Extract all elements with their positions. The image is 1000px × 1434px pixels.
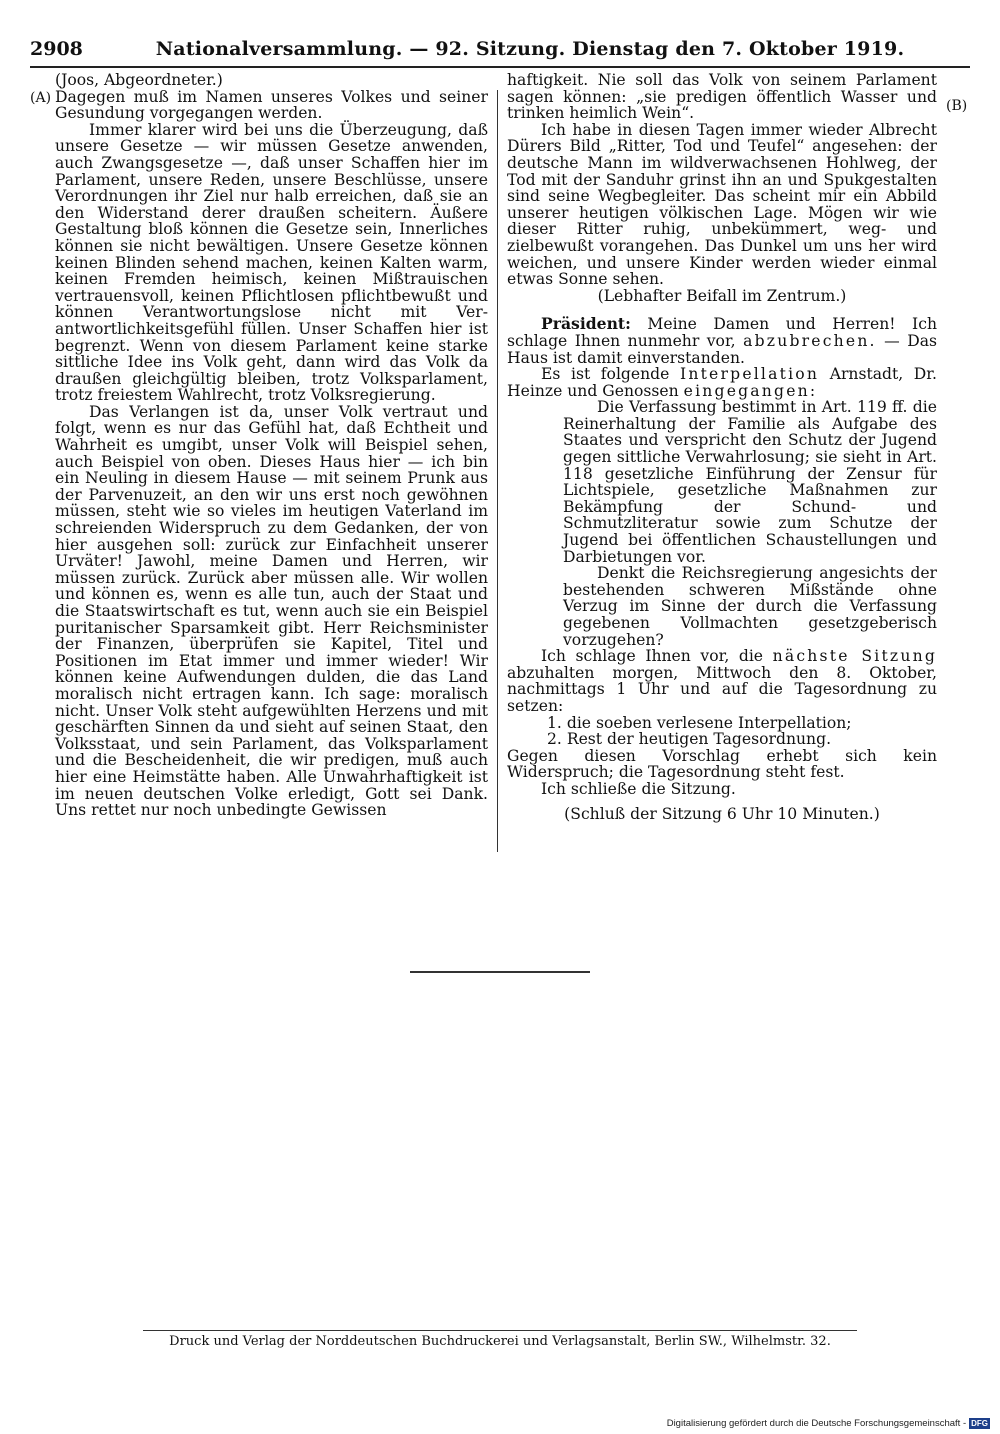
continuation-paragraph: haftigkeit. Nie soll das Volk von seinem Parlament sagen können: „sie predigen öffentlich Wasser und trinken heimlich Wein“. (507, 71, 937, 123)
header-rule (30, 66, 970, 68)
margin-mark-b: (B) (946, 98, 968, 114)
next-session-after: abzuhalten morgen, Mittwoch den 8. Oktober, nachmittags 1 Uhr und auf die Tagesordnung zu setzen: (507, 663, 937, 715)
left-paragraph-2: Immer klarer wird bei uns die Überzeugung, daß unsere Gesetze — wir müssen Gesetze anwenden, auch Zwangsgesetze —, daß unser Schaffen hier im Parlament, unsere Reden, unsere Beschlüsse, unsere Verordnungen ihr Ziel nur halb erreichen, daß sie an den Widerstand derer draußen scheitern. Äußere Gestaltung bloß können die Gesetze sein, Innerliches können sie nicht bewältigen. Unsere Gesetze können keinen Blinden sehend machen, keinen Kalten warm, keinen Fremden heimisch, keinen Mißtrauischen vertrauensvoll, keinen Pflichtlosen pflichtbewußt und können Verantwortungslose nicht mit Verantwortlichkeitsgefühl füllen. Unser Schaffen hier ist begrenzt. Wenn von diesem Parlament keine starke sittliche Idee ins Volk geht, dann wird das Volk da draußen gleichgültig bleiben, trotz Volksparlament, trotz freiestem Wahlrecht, trotz Volksregierung. (55, 120, 488, 405)
interpellation-before: Es ist folgende (541, 365, 670, 384)
printer-imprint: Druck und Verlag der Norddeutschen Buchdruckerei und Verlagsanstalt, Berlin SW., Wilhelmstr. 32. (169, 1334, 831, 1349)
president-text-after: — Das Haus ist damit einverstanden. (507, 331, 938, 367)
page-header (30, 38, 970, 62)
interpellation-mid: Arnstadt, Dr. Heinze und Genossen (507, 365, 937, 400)
durer-paragraph: Ich habe in diesen Tagen immer wieder Albrecht Dürers Bild „Ritter, Tod und Teufel“ angesehen: der deutsche Mann im wildverwachsenen Hohlweg, der Tod mit der Sanduhr grinst ihn an und Spukgestalten sind seine Wegbegleiter. Das scheint mir ein Abbild unserer heutigen völkischen Lage. Mögen wir wie dieser Ritter ruhig, unbekümmert, weg- und zielbewußt vorangehen. Das Dunkel um uns her wird weichen, und unsere Kinder werden wieder einmal etwas Sonne sehen. (507, 120, 937, 289)
next-session-before: Ich schlage Ihnen vor, die (541, 647, 764, 666)
interpellation-spaced-1: Interpellation (679, 365, 820, 384)
page-number: 2908 (30, 38, 83, 60)
closing-statement: Ich schließe die Sitzung. (541, 779, 736, 798)
funding-text: Digitalisierung gefördert durch die Deutsche Forschungsgemeinschaft - (666, 1418, 967, 1429)
left-column (55, 72, 488, 819)
right-column (507, 72, 937, 822)
left-paragraph-3: Das Verlangen ist da, unser Volk vertraut und folgt, wenn es nur das Gefühl hat, daß Echtheit und Wahrheit es umgibt, unser Volk will Beispiel sehen, auch Beispiel von oben. Dieses Haus hier — ich bin ein Neuling in diesem Hause — mit seinem Prunk aus der Parvenuzeit, an den wir uns erst noch gewöhnen müssen, steht wie so vieles im heutigen Vaterland im schreienden Widerspruch zu dem Gedanken, der von hier ausgehen soll: zurück zur Einfachheit unserer Urväter! Jawohl, meine Damen und Herren, wir müssen zurück. Zurück aber müssen alle. Wir wollen und können es, wenn es alle tun, auch der Staat und die Staatswirtschaft es tut, wenn auch sie ein Beispiel puritanischer Sparsamkeit gibt. Herr Reichsminister der Finanzen, überprüfen sie Kapitel, Titel und Positionen im Etat immer und immer wieder! Wir können keine Aufwendungen dulden, die das Land moralisch nicht ertragen kann. Ich sage: moralisch nicht. Unser Volk steht aufgewühlten Herzens und mit geschärften Sinnen da und sieht auf seinen Staat, den Volksstaat, und sein Parlament, das Volksparlament und die Bescheidenheit, die wir predigen, muß auch hier eine Heimstätte haben. Alle Unwahrhaftigkeit ist im neuen deutschen Volke erledigt, Gott sei Dank. Uns rettet nur noch unbedingte Gewissen (55, 402, 488, 820)
interpellation-quote-1: Die Verfassung bestimmt in Art. 119 ff. die Reinerhaltung der Familie als Aufgabe des Staates und verspricht den Schutz der Jugend gegen sittliche Verwahrlosung; sie sieht in Art. 118 gesetzliche Einführung der Zensur für Lichtspiele, gesetzliche Maßnahmen zur Bekämpfung der Schund- und Schmutzliteratur sowie zum Schutze der Jugend bei öffentlichen Schaustellungen und Darbietungen vor. (563, 398, 937, 566)
president-paragraph (507, 316, 937, 366)
margin-mark-a: (A) (30, 90, 52, 106)
session-end-note: (Schluß der Sitzung 6 Uhr 10 Minuten.) (564, 804, 880, 823)
dfg-logo-icon: DFG (971, 1419, 988, 1428)
speaker-label-president: Präsident: (541, 314, 631, 334)
next-session-paragraph (507, 648, 937, 714)
digitization-note (667, 1418, 990, 1429)
interpellation-quote-2: Denkt die Reichsregierung angesichts der bestehenden schweren Mißstände ohne Verzug im Sinne der durch die Verfassung gegebenen Vollmachten gesetzgeberisch vorzugehen? (563, 564, 937, 649)
president-text-before: Meine Damen und Herren! Ich schlage Ihnen nunmehr vor, (507, 315, 937, 350)
end-rule (410, 971, 590, 973)
interpellation-spaced-2: eingegangen: (683, 381, 818, 400)
next-session-spaced: nächste Sitzung (772, 647, 937, 666)
president-spaced-word: abzubrechen. (743, 331, 877, 350)
running-title: Nationalversammlung. — 92. Sitzung. Dienstag den 7. Oktober 1919. (155, 38, 905, 60)
left-paragraph-1: Dagegen muß im Namen unseres Volkes und seiner Gesundung vorgegangen werden. (55, 87, 488, 123)
no-objection-paragraph: Gegen diesen Vorschlag erhebt sich kein Widerspruch; die Tagesordnung steht fest. (507, 746, 937, 782)
agenda-item-2: 2. Rest der heutigen Tagesordnung. (547, 730, 832, 749)
applause-note: (Lebhafter Beifall im Zentrum.) (597, 286, 847, 305)
interpellation-intro (507, 366, 937, 399)
footer-rule (143, 1330, 857, 1331)
column-divider (497, 90, 498, 852)
speaker-note: (Joos, Abgeordneter.) (55, 71, 223, 89)
agenda-item-1: 1. die soeben verlesene Interpellation; (547, 713, 852, 732)
